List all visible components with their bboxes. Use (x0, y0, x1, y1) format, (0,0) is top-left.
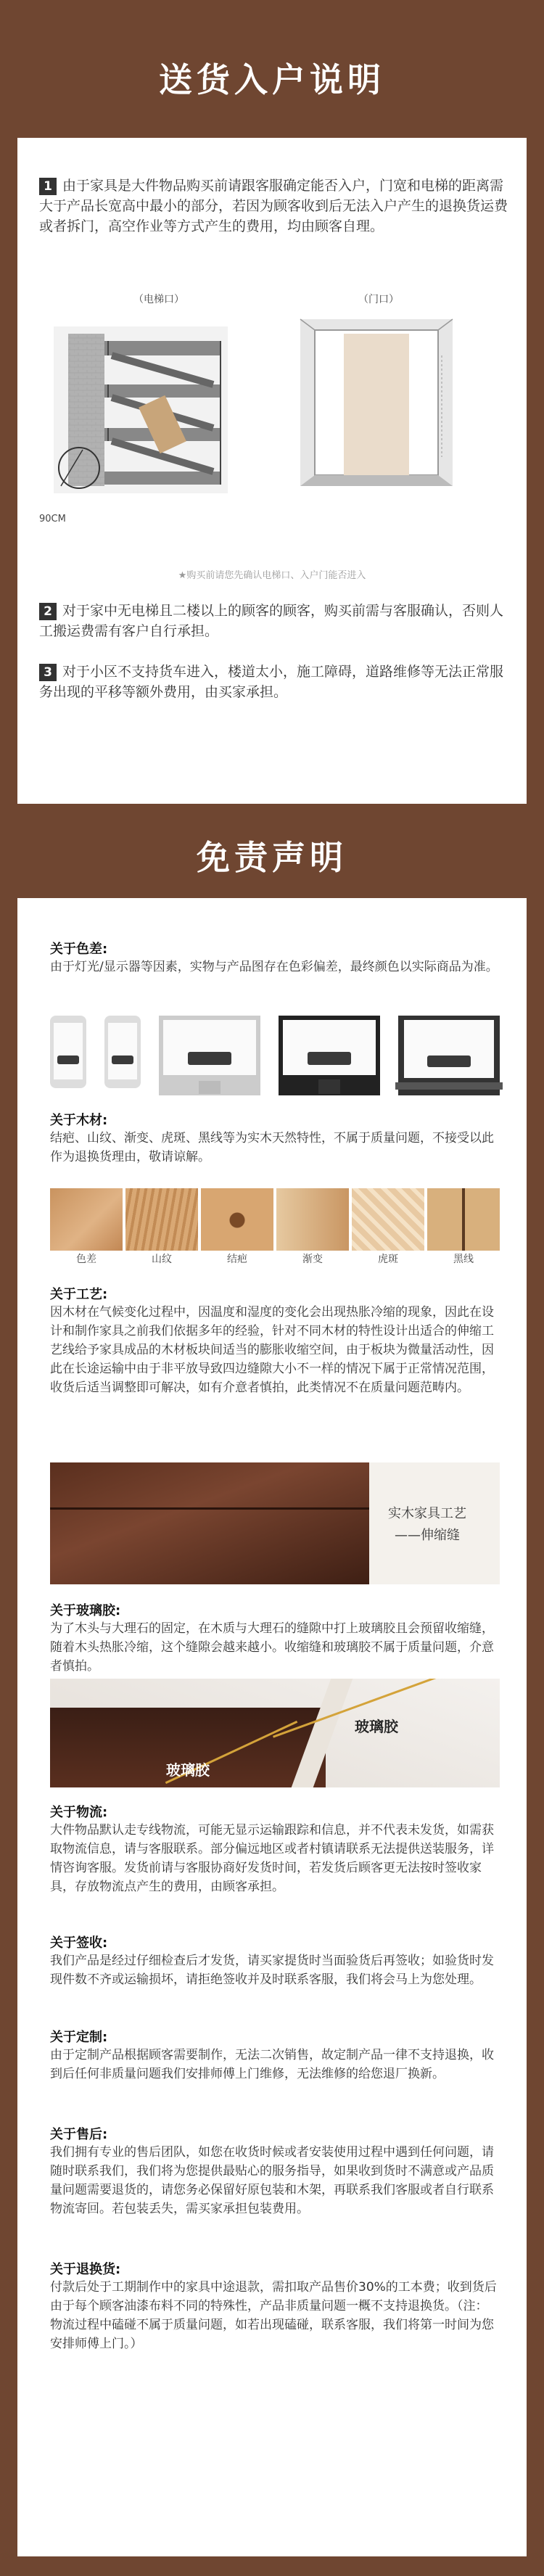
aftersale-heading: 关于售后: (50, 2127, 108, 2142)
staircase-illustration (39, 312, 250, 508)
wood-swatch-tiger (352, 1188, 424, 1268)
delivery-title: 送货入户说明 (159, 60, 385, 99)
number-badge-2: 2 (39, 603, 57, 620)
custom-body: 由于定制产品根据顾客需要制作，无法二次销售，故定制产品一律不支持退换，收到后任何非质量问题我们安排师傅上门维修，无法维修的给您退厂换新。 (50, 2048, 494, 2081)
phone-image-2 (104, 1016, 141, 1088)
logistics-body: 大件物品默认走专线物流，可能无显示运输跟踪和信息，并不代表未发货，如需获取物流信息，请与客服联系。部分偏远地区或者村镇请联系无法提供送装服务，详情咨询客服。发货前请与客服协商好发货时间，若发货后顾客更无法按时签收家具，存放物流点产生的费用，由顾客承担。 (50, 1823, 494, 1894)
wood-swatch-grain (125, 1188, 198, 1268)
door-illustration (293, 312, 467, 501)
door-label: （门口） (358, 294, 399, 305)
aftersale-body: 我们拥有专业的售后团队，如您在收货时候或者安装使用过程中遇到任何问题，请随时联系我们，我们将为您提供最贴心的服务指导，如果收到货时不满意或产品质量问题需要退货的，请您务必保留好原包装和木架，再联系我们客服或者自行联系物流寄回。若包装丢失，需买家承担包装费用。 (50, 2145, 494, 2216)
wood-swatch-label: 黑线 (427, 1251, 500, 1268)
size-label: 90CM (39, 514, 66, 524)
disclaimer-panel (17, 898, 527, 2556)
wood-swatch-label: 结疤 (201, 1251, 273, 1268)
number-badge-3: 3 (39, 664, 57, 681)
craft-caption-1: 实木家具工艺 (388, 1506, 466, 1521)
glue-image (50, 1679, 500, 1787)
craft-heading: 关于工艺: (50, 1287, 108, 1302)
custom-heading: 关于定制: (50, 2030, 108, 2045)
glue-label-2: 玻璃胶 (166, 1761, 210, 1779)
wood-body: 结疤、山纹、渐变、虎斑、黑线等为实木天然特性，不属于质量问题，不接受以此作为退换货理由，敬请谅解。 (50, 1131, 494, 1164)
logistics-heading: 关于物流: (50, 1805, 108, 1820)
delivery-panel (17, 138, 527, 804)
delivery-item-1 (39, 176, 511, 236)
receipt-body: 我们产品是经过仔细检查后才发货，请买家提货时当面验货后再签收；如验货时发现件数不齐或运输损坏，请拒绝签收并及时联系客服，我们将会马上为您处理。 (50, 1954, 494, 1987)
expansion-joint (50, 1507, 369, 1510)
receipt-heading: 关于签收: (50, 1935, 108, 1951)
craft-caption-2: ——伸缩缝 (395, 1528, 460, 1543)
elevator-label: （电梯口） (133, 294, 184, 305)
refund-body: 付款后处于工期制作中的家具中途退款，需扣取产品售价30%的工本费；收到货后由于每个顾客油漆布料不同的特殊性，产品非质量问题一概不支持退换货。（注：物流过程中磕碰不属于质量问题，如若出现磕碰，联系客服，我们将第一时间为您安排师傅上门。） (50, 2280, 497, 2351)
wood-swatch-color (50, 1188, 123, 1268)
glue-label-1: 玻璃胶 (355, 1718, 398, 1735)
wood-swatch-label: 山纹 (125, 1251, 198, 1268)
disclaimer-title: 免责声明 (197, 838, 347, 877)
wood-swatch-gradient (276, 1188, 349, 1268)
device-images (50, 1016, 500, 1095)
wood-swatches (50, 1188, 500, 1268)
wood-swatch-knot (201, 1188, 273, 1268)
glue-body: 为了木头与大理石的固定，在木质与大理石的缝隙中打上玻璃胶且会预留收缩缝，随着木头热胀冷缩，这个缝隙会越来越小。收缩缝和玻璃胶不属于质量问题，介意者慎拍。 (50, 1621, 494, 1674)
wood-swatch-label: 渐变 (276, 1251, 349, 1268)
wood-heading: 关于木材: (50, 1113, 108, 1128)
imac-image (159, 1016, 260, 1095)
monitor-image (279, 1016, 380, 1095)
wood-swatch-blackline (427, 1188, 500, 1268)
color-body: 由于灯光/显示器等因素，实物与产品图存在色彩偏差，最终颜色以实际商品为准。 (50, 960, 498, 974)
wood-edge-photo (50, 1462, 369, 1584)
craft-body: 因木材在气候变化过程中，因温度和湿度的变化会出现热胀冷缩的现象，因此在设计和制作家具之前我们依据多年的经验，针对不同木材的特性设计出适合的伸缩工艺线给予家具成品的木材板块间适当的膨胀收缩空间，由于板块为微量活动性，因此在长途运输中由于非平放导致四边缝隙大小不一样的情况下属于正常情况范围，收货后适当调整即可解决，如有介意者慎拍，此类情况不在质量问题范畴内。 (50, 1305, 494, 1395)
glue-heading: 关于玻璃胶: (50, 1603, 121, 1618)
wood-swatch-label: 虎斑 (352, 1251, 424, 1268)
wood-swatch-label: 色差 (50, 1251, 123, 1268)
delivery-item-1-text: 由于家具是大件物品购买前请跟客服确定能否入户，门宽和电梯的距离需大于产品长宽高中最小的部分，若因为顾客收到后无法入户产生的退换货运费或者拆门，高空作业等方式产生的费用，均由顾客自理。 (39, 178, 508, 234)
delivery-item-3-text: 对于小区不支持货车进入，楼道太小，施工障碍，道路维修等无法正常服务出现的平移等额外费用，由买家承担。 (39, 664, 504, 700)
color-heading: 关于色差: (50, 942, 108, 957)
delivery-item-2-text: 对于家中无电梯且二楼以上的顾客的顾客，购买前需与客服确认，否则人工搬运费需有客户自行承担。 (39, 603, 504, 639)
craft-image (50, 1462, 500, 1584)
phone-image (50, 1016, 86, 1088)
number-badge-1: 1 (39, 178, 57, 195)
laptop-image (398, 1016, 500, 1095)
entry-note: ★购买前请您先确认电梯口、入户门能否进入 (178, 570, 366, 581)
delivery-item-2 (39, 601, 511, 641)
delivery-item-3 (39, 662, 511, 702)
refund-heading: 关于退换货: (50, 2262, 121, 2277)
